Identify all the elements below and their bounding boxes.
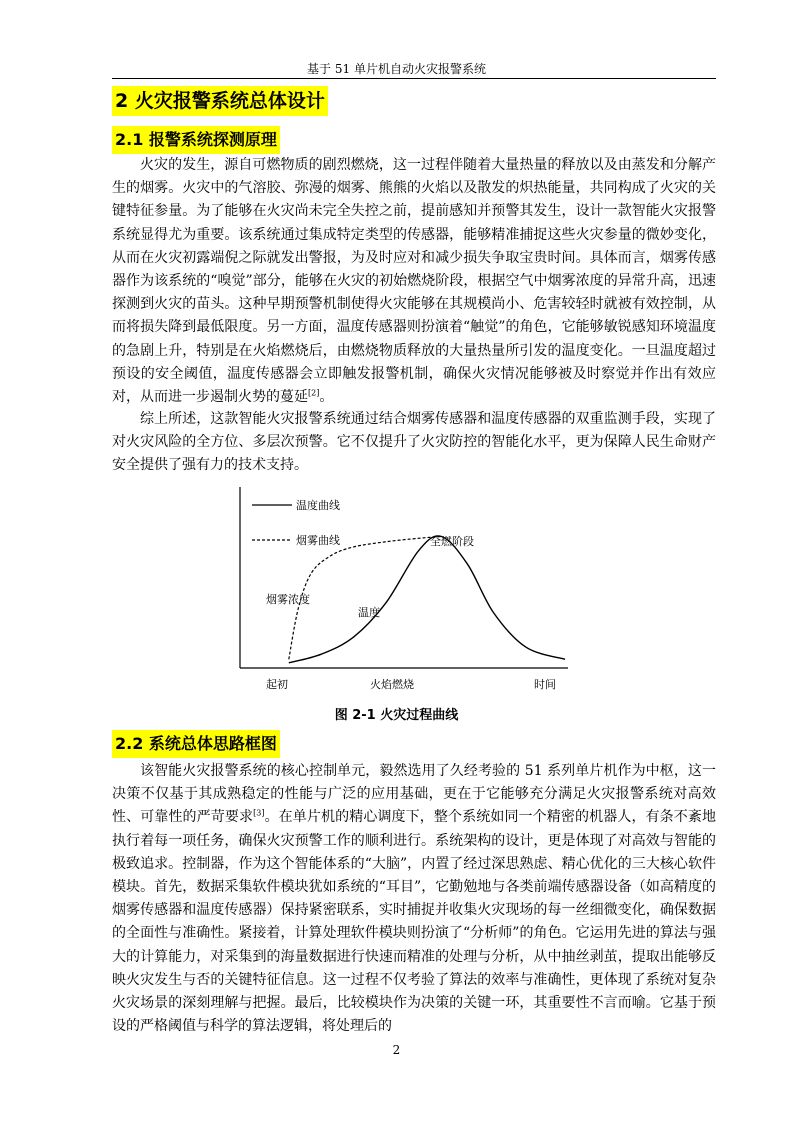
section-title: 2 火灾报警系统总体设计 [112, 86, 328, 116]
subsection-title-2-2: 2.2 系统总体思路框图 [112, 730, 280, 758]
annotation-temperature: 温度 [358, 606, 380, 619]
paragraph-detection-principle [112, 154, 716, 409]
legend-temperature: 温度曲线 [296, 499, 340, 512]
x-tick-label-flame: 火焰燃烧 [370, 678, 414, 691]
subsection-title-2-1: 2.1 报警系统探测原理 [112, 126, 280, 154]
annotation-smoke-density: 烟雾浓度 [266, 593, 310, 606]
paragraph-system-framework [112, 760, 716, 1038]
x-tick-label-time: 时间 [534, 678, 556, 691]
annotation-full-burn: 全燃阶段 [430, 535, 474, 548]
paragraph-text-b: 。在单片机的精心调度下，整个系统如同一个精密的机器人，有条不紊地执行着每一项任务，确保火灾预警工作的顺利进行。系统架构的设计，更是体现了对高效与智能的极致追求。控制器，作为这个智能体系的“大脑”，内置了经过深思熟虑、精心优化的三大核心软件模块。首先，数据采集软件模块犹如系统的“耳目”，它勤勉地与各类前端传感器设备（如高精度的烟雾传感器和温度传感器）保持紧密联系，实时捕捉并收集火灾现场的每一丝细微变化，确保数据的全面性与准确性。紧接着，计算处理软件模块则扮演了“分析师”的角色。它运用先进的算法与强大的计算能力，对采集到的海量数据进行快速而精准的处理与分析，从中抽丝剥茧，提取出能够反映火灾发生与否的关键特征信息。这一过程不仅考验了算法的效率与准确性，更体现了系统对复杂火灾场景的深刻理解与把握。最后，比较模块作为决策的关键一环，其重要性不言而喻。它基于预设的严格阈值与科学的算法逻辑，将处理后的 [112, 809, 716, 1035]
paragraph-summary: 综上所述，这款智能火灾报警系统通过结合烟雾传感器和温度传感器的双重监测手段，实现了对火灾风险的全方位、多层次预警。它不仅提升了火灾防控的智能化水平，更为保障人民生命财产安全提供了强有力的技术支持。 [112, 411, 716, 474]
legend-smoke: 烟雾曲线 [296, 534, 340, 547]
paragraph-text: 火灾的发生，源自可燃物质的剧烈燃烧，这一过程伴随着大量热量的释放以及由蒸发和分解产生的烟雾。火灾中的气溶胶、弥漫的烟雾、熊熊的火焰以及散发的炽热能量，共同构成了火灾的关键特征参量。为了能够在火灾尚未完全失控之前，提前感知并预警其发生，设计一款智能火灾报警系统显得尤为重要。该系统通过集成特定类型的传感器，能够精准捕捉这些火灾参量的微妙变化，从而在火灾初露端倪之际就发出警报，为及时应对和减少损失争取宝贵时间。具体而言，烟雾传感器作为该系统的“嗅觉”部分，能够在火灾的初始燃烧阶段，根据空气中烟雾浓度的异常升高，迅速探测到火灾的苗头。这种早期预警机制使得火灾能够在其规模尚小、危害较轻时就被有效控制，从而将损失降到最低限度。另一方面，温度传感器则扮演着“触觉”的角色，它能够敏锐感知环境温度的急剧上升，特别是在火焰燃烧后，由燃烧物质释放的大量热量所引发的温度变化。一旦温度超过预设的安全阈值，温度传感器会立即触发报警机制，确保火灾情况能够被及时察觉并作出有效应对，从而进一步遏制火势的蔓延 [112, 157, 716, 406]
series-temperature [289, 536, 565, 663]
header-rule [112, 78, 716, 79]
x-tick-label-start: 起初 [266, 678, 288, 691]
citation-ref: [2] [308, 388, 320, 398]
figure-caption: 图 2-1 火灾过程曲线 [334, 708, 459, 723]
paragraph-end: 。 [319, 389, 334, 406]
page-number: 2 [392, 1043, 401, 1057]
paragraph-text-a: 该智能火灾报警系统的核心控制单元，毅然选用了久经考验的 51 系列单片机作为中枢，这一决策不仅基于其成熟稳定的性能与广泛的应用基础，更在于它能够充分满足火灾报警系统对高效性、可靠性的严苛要求 [112, 763, 716, 826]
fire-process-chart [230, 485, 570, 695]
series-smoke [289, 537, 442, 660]
citation-ref-2: [3] [253, 808, 265, 818]
page-header: 基于 51 单片机自动火灾报警系统 [307, 62, 486, 76]
